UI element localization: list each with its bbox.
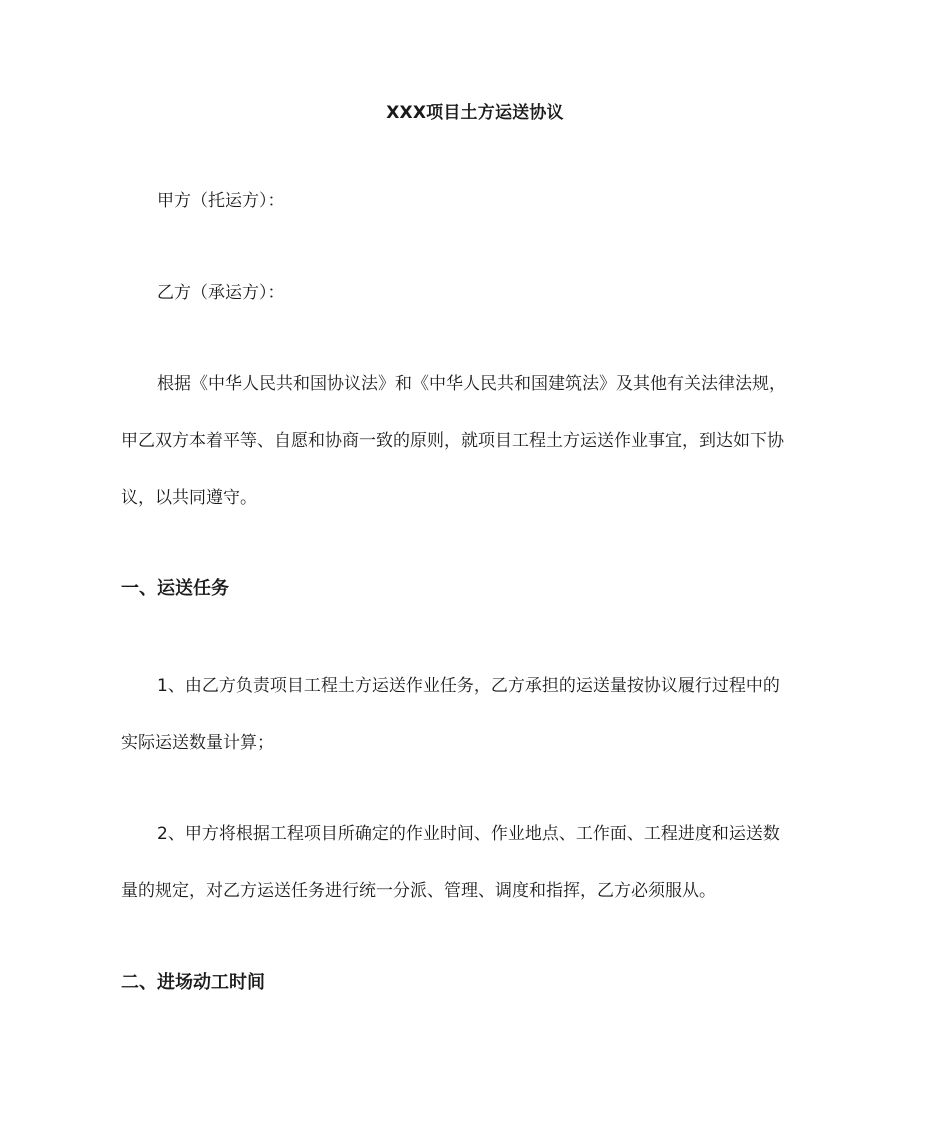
document-title: XXX项目土方运送协议 xyxy=(386,103,564,123)
section-1-item-2-line-2: 量的规定，对乙方运送任务进行统一分派、管理、调度和指挥，乙方必须服从。 xyxy=(121,881,716,901)
section-1-heading: 一、运送任务 xyxy=(121,578,229,599)
preamble-line-3: 议，以共同遵守。 xyxy=(121,488,257,508)
party-b-line: 乙方（承运方）： xyxy=(157,283,285,303)
section-2-heading: 二、进场动工时间 xyxy=(121,972,265,993)
section-1-item-1-line-1: 1、由乙方负责项目工程土方运送作业任务，乙方承担的运送量按协议履行过程中的 xyxy=(157,676,780,696)
preamble-line-2: 甲乙双方本着平等、自愿和协商一致的原则，就项目工程土方运送作业事宜，到达如下协 xyxy=(121,431,784,451)
party-a-line: 甲方（托运方）： xyxy=(157,191,285,211)
section-1-item-2-line-1: 2、甲方将根据工程项目所确定的作业时间、作业地点、工作面、工程进度和运送数 xyxy=(157,824,780,844)
section-1-item-1-line-2: 实际运送数量计算； xyxy=(121,733,274,753)
preamble-line-1: 根据《中华人民共和国协议法》和《中华人民共和国建筑法》及其他有关法律法规， xyxy=(157,374,786,394)
